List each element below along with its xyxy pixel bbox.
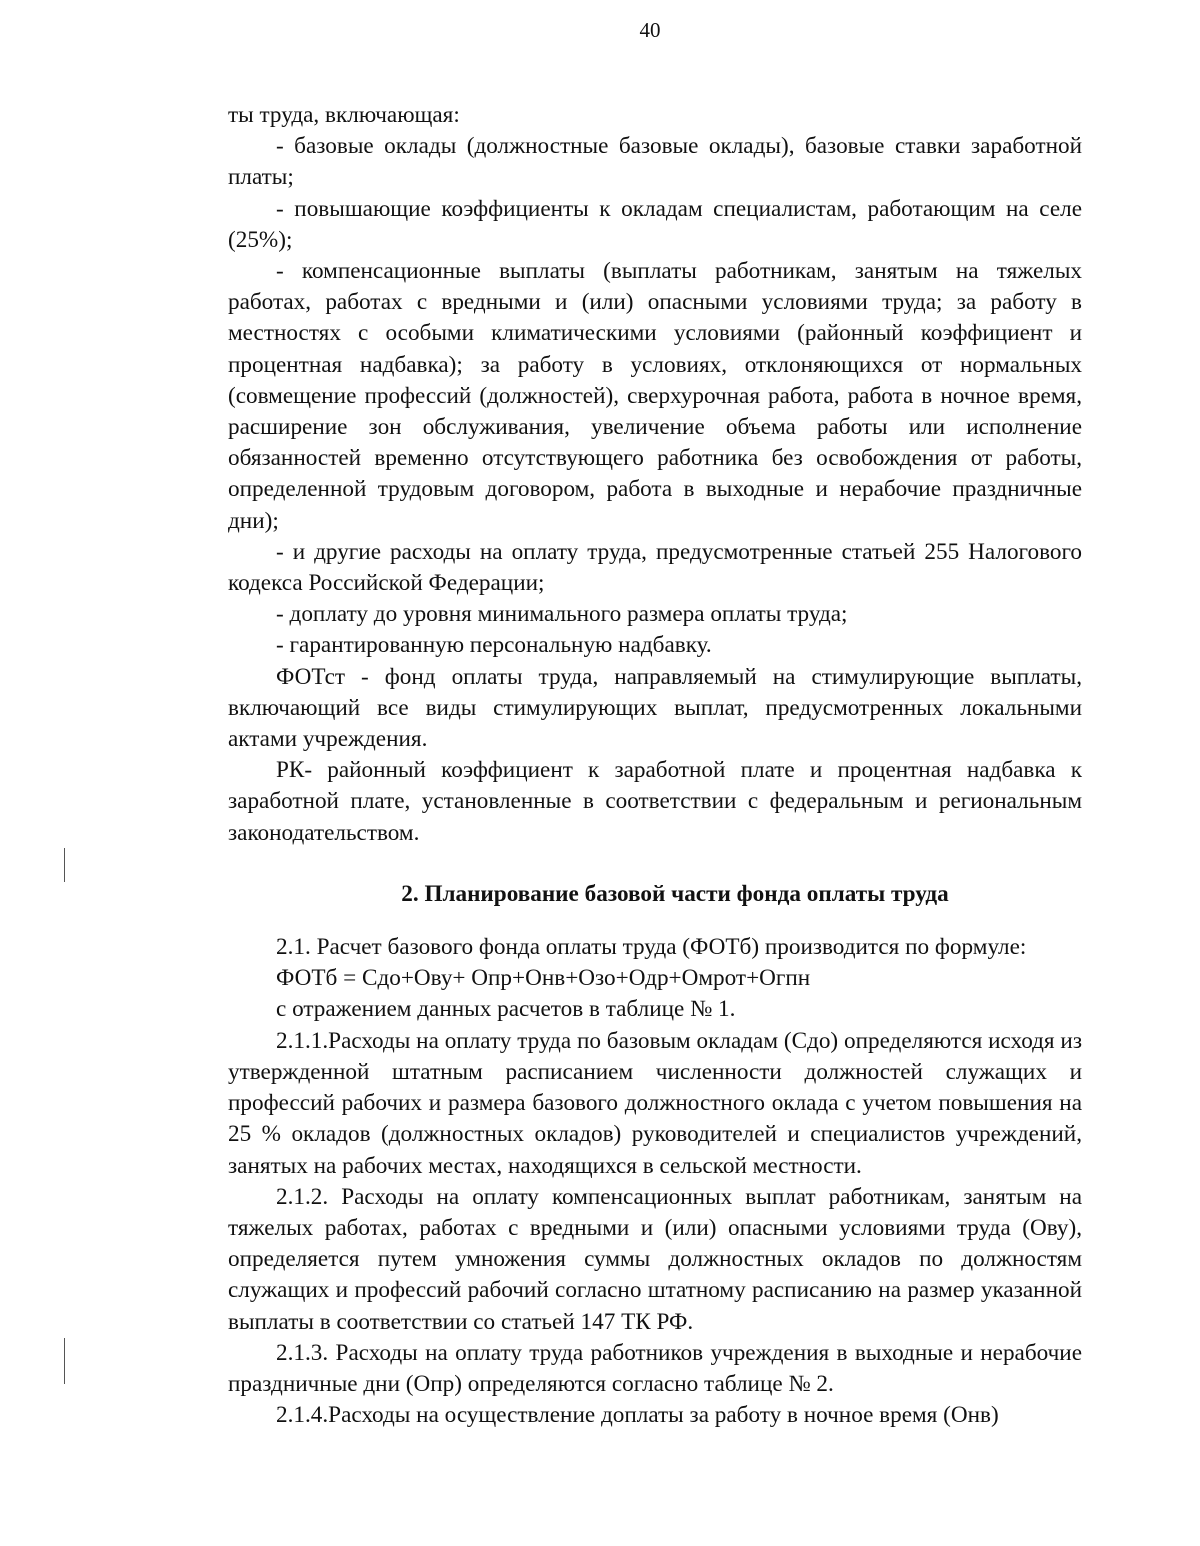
list-item: - базовые оклады (должностные базовые оклады), базовые ставки заработной платы;	[228, 133, 1082, 191]
paragraph: 2.1.3. Расходы на оплату труда работников учреждения в выходные и нерабочие праздничные дни (Опр) определяются согласно таблице № 2.	[228, 1339, 1082, 1397]
margin-scan-mark	[64, 1338, 65, 1384]
list-item: - повышающие коэффициенты к окладам специалистам, работающим на селе (25%);	[228, 195, 1082, 253]
paragraph: 2.1.4.Расходы на осуществление доплаты за работу в ночное время (Онв)	[276, 1402, 999, 1429]
list-item: - и другие расходы на оплату труда, предусмотренные статьей 255 Налогового кодекса Российской Федерации;	[228, 538, 1082, 597]
spacer	[228, 849, 1082, 859]
list-item: - компенсационные выплаты (выплаты работникам, занятым на тяжелых работах, работах с вредными и (или) опасными условиями труда; за работу в местностях с особыми климатическими условиями (районный коэффициент и процентная надбавка); за работу в условиях, отклоняющихся от нормальных (совмещение профессий (должностей), сверхурочная работа, работа в ночное время, расширение зон обслуживания, увеличение объема работы или исполнение обязанностей временно отсутствующего работника без освобождения от работы, определенной трудовым договором, работа в выходные и нерабочие праздничные дни);	[228, 258, 1082, 534]
paragraph: 2.1.2. Расходы на оплату компенсационных выплат работникам, занятым на тяжелых работах, работах с вредными и (или) опасными условиями труда (Ову), определяется путем умножения суммы должностных окладов по должностям служащих и профессий рабочий согласно штатному расписанию на размер указанной выплаты в соответствии со статьей 147 ТК РФ.	[228, 1183, 1082, 1335]
paragraph: с отражением данных расчетов в таблице № 1.	[276, 996, 736, 1023]
margin-scan-mark	[64, 848, 65, 882]
formula: ФОТб = Сдо+Ову+ Опр+Онв+Озо+Одр+Омрот+Огпн	[276, 965, 811, 992]
paragraph: 2.1.1.Расходы на оплату труда по базовым окладам (Сдо) определяются исходя из утвержденной штатным расписанием численности должностей служащих и профессий рабочих и размера базового должностного оклада с учетом повышения на 25 % окладов (должностных окладов) руководителей и специалистов учреждений, занятых на рабочих местах, находящихся в сельской местности.	[228, 1027, 1082, 1179]
list-item: - гарантированную персональную надбавку.	[276, 632, 712, 659]
paragraph: РК- районный коэффициент к заработной плате и процентная надбавка к заработной плате, установленные в соответствии с федеральным и региональным законодательством.	[228, 757, 1082, 846]
list-item: - доплату до уровня минимального размера оплаты труда;	[276, 601, 848, 628]
paragraph: 2.1. Расчет базового фонда оплаты труда (ФОТб) производится по формуле:	[276, 934, 1027, 961]
document-body	[228, 100, 1082, 1431]
paragraph: ты труда, включающая:	[228, 102, 460, 128]
page-number: 40	[639, 18, 661, 42]
paragraph: ФОТст - фонд оплаты труда, направляемый на стимулирующие выплаты, включающий все виды стимулирующих выплат, предусмотренных локальными актами учреждения.	[228, 663, 1082, 753]
section-heading: 2. Планирование базовой части фонда оплаты труда	[401, 880, 949, 907]
